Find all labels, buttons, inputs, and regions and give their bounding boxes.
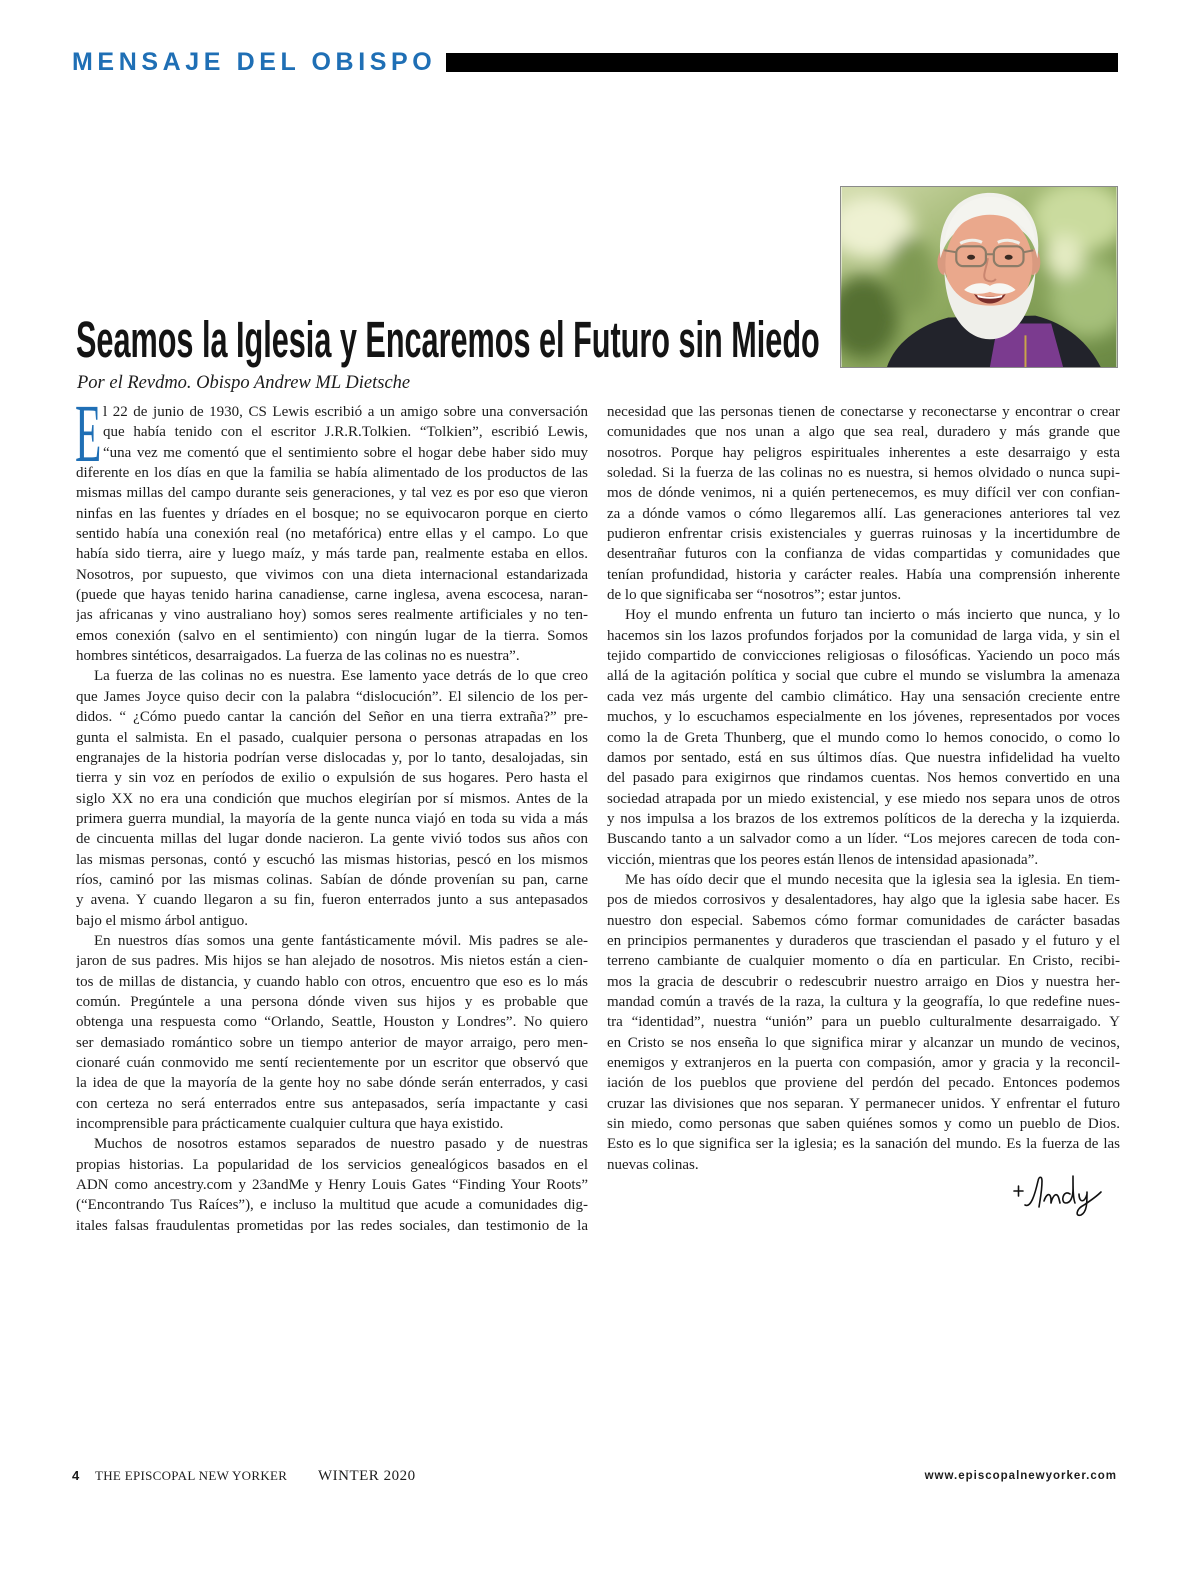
article-text-line: bajo el mismo árbol antiguo. [76, 912, 249, 929]
article-text-line: mos la gracia de descubrir o redescubrir nuestro arraigo en Dios y nuestra her- [607, 973, 1120, 990]
article-text-line: Hoy el mundo enfrenta un futuro tan incierto o más incierto que nunca, y lo [625, 607, 1120, 624]
article-text-line: en principios permanentes y duraderos que trasciendan el pasado y el futuro y el [607, 932, 1120, 949]
article-text-line: Buscando tanto a un salvador como a un líder. “Los mejores carecen de toda con- [607, 831, 1120, 848]
article-paragraph [76, 402, 588, 666]
article-text-line: mos de dónde venimos, ni a quién pertenecemos, es muy difícil ver con confian- [607, 485, 1120, 502]
article-text-line: cionaré cuán conmovido me sentí recientemente por un escritor que observó que [76, 1055, 588, 1071]
bishop-photo [840, 186, 1118, 368]
article-paragraph [76, 1134, 588, 1236]
article-text-line: didos. “ ¿Cómo puedo cantar la canción del Señor en una tierra extraña?” pre- [76, 709, 588, 726]
article-text-line: nuestro don especial. Sabemos cómo formar comunidades de carácter basadas [607, 912, 1120, 929]
article-text-line: como la de Greta Thunberg, que el mundo como lo hemos conocido, o como lo [607, 729, 1120, 746]
drop-cap: E [75, 387, 102, 479]
article-text-line: jas africanas y vino australiano hoy) somos seres realmente artificiales y no ten- [76, 607, 588, 624]
article-text-line: Nosotros, por supuesto, que vivimos con una dieta internacional estandarizada [76, 566, 588, 583]
article-text-line: mismas millas del campo durante seis generaciones, y tal vez es por eso que vieron [76, 485, 588, 502]
article-text-line: jaron de sus padres. Mis hijos se han alejado de nosotros. Mis nietos están a cien- [76, 953, 588, 970]
article-text-line: cruzar las divisiones que nos separan. Y permanecer unidos. Y enfrentar el futuro [607, 1095, 1120, 1112]
article-text-line: tra “identidad”, nuestra “unión” para un pueblo culturalmente desarraigado. Y [607, 1014, 1120, 1031]
article-text-line: vicción, mientras que los peores están llenos de intensidad apasionada”. [607, 851, 1039, 868]
article-text-line: l 22 de junio de 1930, CS Lewis escribió a un amigo sobre una conversación [103, 404, 588, 420]
article-text-line: sentido había una conexión real (no metafórica) entre ellas y el campo. Lo que [76, 526, 588, 543]
article-text-line: del pasado para exigirnos que rindamos cuentas. Nos hemos convertido en una [607, 770, 1120, 787]
article-text-line: la idea de que la mayoría de la gente hoy no sabe dónde serán enterrados, y casi [76, 1075, 588, 1092]
article-text-line: mandad común a través de la raza, la cultura y la geografía, lo que redefine nues- [607, 993, 1120, 1010]
article-text-line: con certeza no será enterrados entre sus antepasados, sería impactante y casi [76, 1095, 588, 1112]
article-text-line: enemigos y extranjeros en la puerta con compasión, amor y gracia y la reconcil- [607, 1055, 1120, 1071]
section-title: MENSAJE DEL OBISPO [72, 48, 437, 76]
article-paragraph [76, 931, 588, 1134]
article-text-line: en Cristo se nos enseña lo que significa mirar y alcanzar un mundo de vecinos, [607, 1034, 1120, 1051]
article-text-line: (“Encontrando Tus Raíces”), e incluso la multitud que acude a comunidades dig- [76, 1197, 588, 1214]
article-text-line: La fuerza de las colinas no es nuestra. Ese lamento yace detrás de lo que creo [94, 668, 588, 685]
article-column-right [607, 402, 1120, 1175]
page-number: 4 [72, 1468, 80, 1483]
article-text-line: ninfas en las fuentes y dríades en el bosque; no se equivocaron porque en cierto [76, 505, 588, 522]
article-text-line: terreno cambiante de cualquier momento o día en particular. En Cristo, recibi- [607, 953, 1120, 970]
issue-label: WINTER 2020 [318, 1468, 416, 1484]
article-byline: Por el Revdmo. Obispo Andrew ML Dietsche [77, 373, 411, 393]
article-text-line: que había tenido con el escritor J.R.R.Tolkien. “Tolkien”, escribió Lewis, [103, 424, 588, 441]
article-text-line: las mismas personas, contó y escuchó las mismas historias, pescó en los mismos [76, 851, 588, 868]
article-text-line: itales falsas fraudulentas prometidas por las redes sociales, dan testimonio de la [76, 1217, 588, 1234]
article-text-line: Me has oído decir que el mundo necesita que la iglesia sea la iglesia. En tiem- [625, 871, 1120, 888]
website-link[interactable]: www.episcopalnewyorker.com [924, 1470, 1117, 1482]
article-title: Seamos la Iglesia y Encaremos el Futuro sin Miedo [76, 311, 820, 368]
article-text-line: desentrañar futuros con la confianza de vidas compartidas y comunidades que [607, 546, 1120, 563]
article-text-line: propias historias. La popularidad de los servicios genealógicos basados en el [76, 1156, 588, 1173]
article-text-line: iación de los pueblos que proviene del perdón del pecado. Entonces podemos [607, 1075, 1120, 1092]
header-rule [446, 53, 1118, 72]
article-text-line: En nuestros días somos una gente fantásticamente móvil. Mis padres se ale- [94, 932, 588, 949]
article-text-line: hacemos sin los lazos profundos forjados por la comunidad de larga vida, y sin el [607, 627, 1120, 644]
article-text-line: allá de la agitación política y social que cubre el mundo se vislumbra la amenaza [607, 668, 1120, 685]
article-text-line: siglo XX no era una condición que muchos elegirían por sí mismos. Antes de la [76, 790, 588, 807]
article-title-box [76, 311, 820, 368]
article-text-line: había sido tierra, aire y luego maíz, y más tarde pan, realmente estaba en ellos. [76, 546, 588, 563]
article-text-line: cada vez más urgente del cambio climático. Hay una sensación creciente entre [607, 688, 1120, 705]
article-paragraph [607, 402, 1120, 605]
article-text-line: tierra y sin voz en períodos de exilio o expulsión de sus hogares. Pero hasta el [76, 770, 588, 787]
bishop-portrait-image [841, 187, 1117, 367]
article-text-line: tenían profundidad, historia y carácter reales. Había una comprensión inherente [607, 566, 1120, 583]
signature [1005, 1172, 1105, 1218]
article-paragraph [76, 666, 588, 930]
article-text-line: engranajes de la historia podrían verse dislocadas y, por lo tanto, desalojadas, sin [76, 749, 588, 766]
article-text-line: hombres sintéticos, desarraigados. La fuerza de las colinas no es nuestra”. [76, 648, 520, 665]
article-text-line: Esto es lo que significa ser la iglesia; es la sanación del mundo. Es la fuerza de las [607, 1136, 1120, 1153]
article-text-line: de lo que significaba ser “nosotros”; estar juntos. [607, 587, 902, 604]
article-text-line: y nos impulsa a los brazos de los extremos políticos de la derecha y la izquierda. [607, 810, 1120, 827]
article-text-line: sociedad atrapada por un miedo existencial, y ese miedo nos separa unos de otros [607, 790, 1120, 807]
article-text-line: tejido compartido de convicciones religiosas o filosóficas. Yaciendo un poco más [607, 648, 1120, 665]
article-text-line: que James Joyce quiso decir con la palabra “dislocución”. El silencio de los per- [76, 688, 588, 705]
article-text-line: emos conexión (salvo en el sentimiento) con ningún lugar de la tierra. Somos [76, 627, 588, 644]
article-text-line: gunta el salmista. En el pasado, cualquier persona o personas atrapadas en los [76, 729, 588, 746]
article-text-line: sin miedo, como personas que saben quiénes somos y como un pueblo de Dios. [607, 1116, 1120, 1133]
article-text-line: ser demasiado romántico sobre un tiempo anterior de mayor arraigo, pero men- [76, 1034, 588, 1051]
article-text-line: comunidades que nos unan a algo que sea real, duradero y más grande que [607, 424, 1120, 441]
article-paragraph [607, 605, 1120, 869]
article-text-line: primera guerra mundial, la mayoría de la gente nunca viajó en toda su vida a más [76, 810, 588, 827]
article-text-line: ADN como ancestry.com y 23andMe y Henry Louis Gates “Finding Your Roots” [76, 1177, 588, 1194]
article-text-line: damos por sentado, está en sus últimos días. Que nuestra infidelidad ha vuelto [607, 749, 1120, 766]
article-text-line: nuevas colinas. [607, 1156, 699, 1173]
article-text-line: común. Pregúntele a una persona dónde viven sus hijos y es probable que [76, 993, 588, 1010]
article-text-line: tos de millas de distancia, y cuando hablo con otros, encuentro que eso es lo más [76, 973, 588, 990]
article-text-line: incomprensible para prácticamente cualquier cultura que haya existido. [76, 1116, 504, 1133]
article-text-line: obtenga una respuesta como “Orlando, Seattle, Houston y Londres”. No quiero [76, 1014, 588, 1031]
article-text-line: de cincuenta millas del lugar donde nacieron. La gente vivió todos sus años con [76, 831, 588, 848]
article-paragraph [607, 870, 1120, 1175]
article-text-line: diferente en los días en que la familia se había alimentado de los productos de las [76, 465, 588, 482]
article-text-line: ríos, caminó por las mismas colinas. Sabían de dónde provenían su pan, carne [76, 871, 588, 888]
publication-name: THE EPISCOPAL NEW YORKER [95, 1468, 288, 1483]
article-text-line: “una vez me comentó que el sentimiento sobre el hogar debe haber sido muy [103, 444, 588, 461]
article-text-line: soledad. Si la fuerza de las colinas no es nuestra, si hemos olvidado o nunca supi- [607, 465, 1120, 482]
article-text-line: necesidad que las personas tienen de conectarse y reconectarse y encontrar o crear [607, 404, 1120, 420]
article-text-line: za a dónde vamos o cómo llegaremos allí. Las generaciones anteriores tal vez [607, 505, 1120, 522]
article-text-line: y avena. Y cuando llegaron a su fin, fueron enterrados junto a sus antepasados [76, 892, 588, 909]
article-text-line: (puede que hayas tenido harina canadiense, carne inglesa, avena escocesa, naran- [76, 587, 588, 604]
article-text-line: Muchos de nosotros estamos separados de nuestro pasado y de nuestras [94, 1136, 588, 1153]
article-text-line: pudieron enfrentar crisis existenciales y guerras ruinosas y la incertidumbre de [607, 526, 1120, 543]
article-text-line: nosotros. Porque hay peligros espirituales inherentes a este desarraigo y esta [607, 444, 1120, 461]
article-column-left [76, 402, 588, 1236]
article-text-line: pos de miedos corrosivos y desalentadores, hay algo que la iglesia sabe hacer. Es [607, 892, 1120, 909]
article-text-line: muchos, y lo escuchamos especialmente en los jóvenes, representados por voces [607, 709, 1120, 726]
